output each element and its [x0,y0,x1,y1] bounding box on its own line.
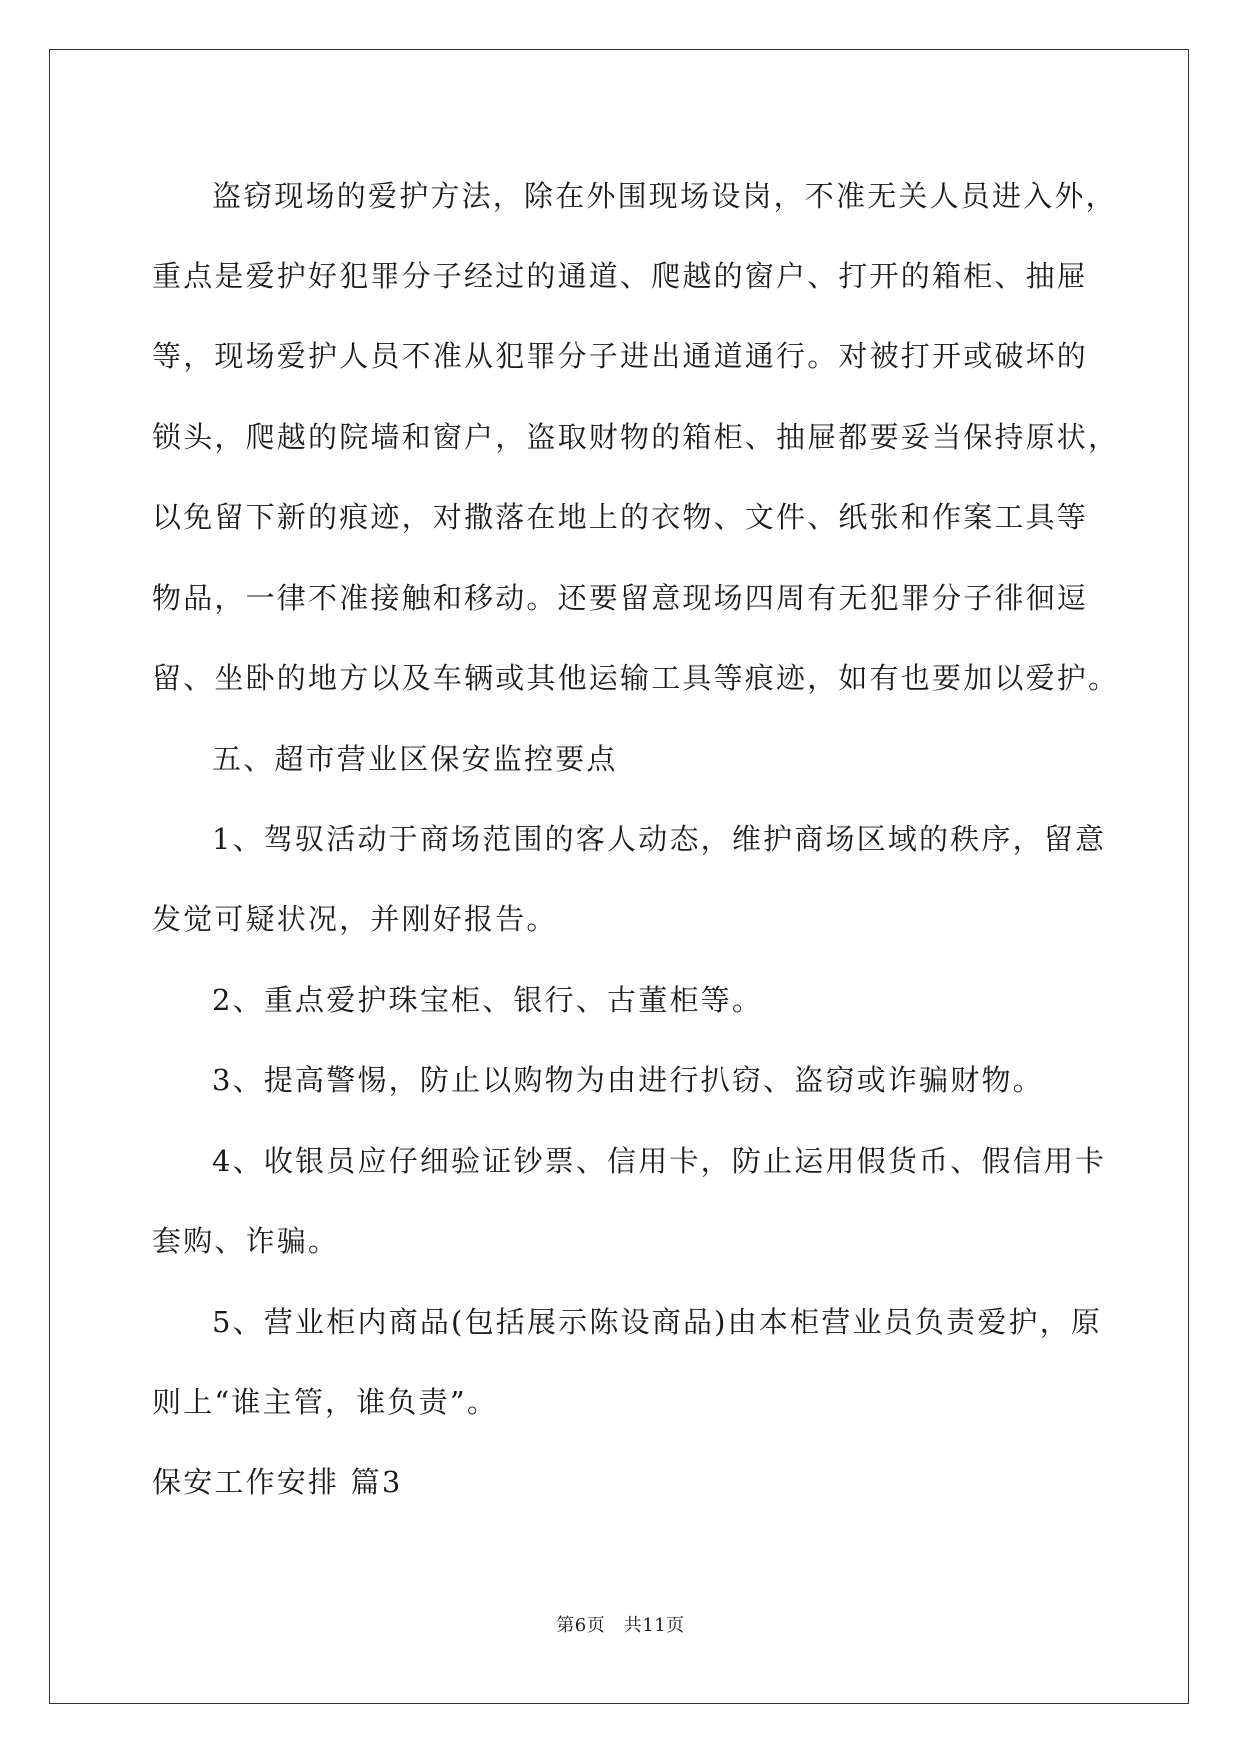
paragraph-line: 锁头，爬越的院墙和窗户，盗取财物的箱柜、抽屉都要妥当保持原状， [152,420,1120,454]
paragraph-line: 物品，一律不准接触和移动。还要留意现场四周有无犯罪分子徘徊逗 [152,581,1089,615]
list-item-line: 1、驾驭活动于商场范围的客人动态，维护商场区域的秩序，留意 [212,822,1107,856]
paragraph-line: 留、坐卧的地方以及车辆或其他运输工具等痕迹，如有也要加以爱护。 [152,661,1120,695]
list-item-line: 5、营业柜内商品(包括展示陈设商品)由本柜营业员负责爱护，原 [212,1305,1103,1339]
list-item-line: 4、收银员应仔细验证钞票、信用卡，防止运用假货币、假信用卡 [212,1144,1107,1178]
paragraph-line: 等，现场爱护人员不准从犯罪分子进出通道通行。对被打开或破坏的 [152,339,1089,373]
page-number-footer: 第6页 共11页 [556,1615,685,1636]
paragraph-line: 盗窃现场的爱护方法，除在外围现场设岗，不准无关人员进入外， [212,179,1117,213]
list-item-line: 3、提高警惕，防止以购物为由进行扒窃、盗窃或诈骗财物。 [212,1063,1044,1097]
section-title: 保安工作安排 篇3 [152,1465,403,1499]
list-item-line: 则上“谁主管，谁负责”。 [152,1385,499,1419]
list-item-line: 2、重点爱护珠宝柜、银行、古董柜等。 [212,983,764,1017]
page-border [49,49,1189,1704]
list-item-line: 发觉可疑状况，并刚好报告。 [152,902,558,936]
section-heading: 五、超市营业区保安监控要点 [212,742,618,776]
paragraph-line: 重点是爱护好犯罪分子经过的通道、爬越的窗户、打开的箱柜、抽屉 [152,259,1089,293]
list-item-line: 套购、诈骗。 [152,1224,340,1258]
paragraph-line: 以免留下新的痕迹，对撒落在地上的衣物、文件、纸张和作案工具等 [152,500,1089,534]
